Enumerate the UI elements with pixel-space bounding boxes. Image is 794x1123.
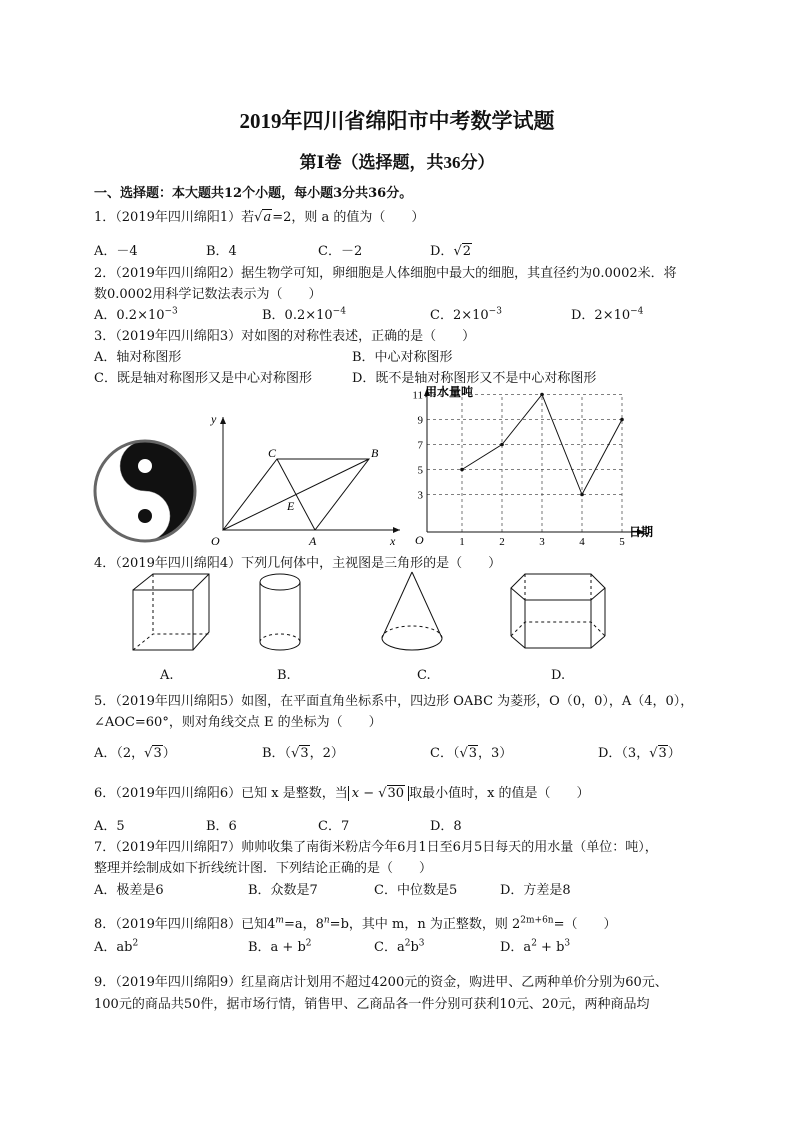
q7-option-a: A．极差是6 xyxy=(94,883,164,898)
q1-option-a: A．－4 xyxy=(94,244,138,259)
q6-absolute-value: x − √30 xyxy=(348,786,409,801)
q1-stem-a: 1．（2019年四川绵阳1）若 xyxy=(94,210,255,225)
q5-line-1: 5．（2019年四川绵阳5）如图，在平面直角坐标系中，四边形 OABC 为菱形，O（0，0），A（4，0）， xyxy=(94,694,694,709)
taiji-figure xyxy=(92,438,202,544)
q7-option-b: B．众数是7 xyxy=(248,883,318,898)
q8-option-d: D．$a^2 + b^3$ xyxy=(500,938,571,955)
q6-option-d: D．8 xyxy=(430,819,462,834)
chart-xtick-label: 2 xyxy=(499,536,505,548)
question-6: 6．（2019年四川绵阳6）已知 x 是整数，当 x − √30 取最小值时，x 的值是（ ） xyxy=(94,786,590,801)
y-axis-arrow xyxy=(220,417,226,424)
chart-ylabel: 用水量吨 xyxy=(425,385,474,399)
q3-option-b: B．中心对称图形 xyxy=(352,350,453,365)
chart-point xyxy=(540,393,544,397)
cylinder-figure xyxy=(250,570,310,660)
cylinder-top xyxy=(260,574,300,590)
chart-ytick-label: 9 xyxy=(417,414,423,427)
taiji-white-dot xyxy=(138,459,152,473)
water-usage-line-chart xyxy=(405,380,665,550)
cone-base-back xyxy=(382,626,442,638)
chart-ytick-label: 11 xyxy=(412,389,423,402)
chart-ytick-label: 5 xyxy=(417,464,423,477)
chart-ytick-label: 7 xyxy=(417,439,423,452)
q4-option-b: B. xyxy=(277,668,291,683)
q3-option-a: A．轴对称图形 xyxy=(94,350,182,365)
chart-xtick-label: 3 xyxy=(539,536,545,548)
q2-option-d: D．$2\times 10^{-4}$ xyxy=(571,306,644,323)
taiji-black-dot xyxy=(138,509,152,523)
chart-point xyxy=(580,493,584,497)
q5-option-c: C．（√3，3） xyxy=(430,746,513,761)
q7-option-c: C．中位数是5 xyxy=(374,883,458,898)
q4-stem: 4．（2019年四川绵阳4）下列几何体中，主视图是三角形的是（ ） xyxy=(94,556,502,571)
point-a: A xyxy=(309,534,317,548)
q5-option-d: D．（3，√3） xyxy=(598,746,681,761)
chart-point xyxy=(460,468,464,472)
cube-figure xyxy=(125,568,215,658)
q6-option-a: A．5 xyxy=(94,819,125,834)
chart-point xyxy=(620,418,624,422)
point-e: E xyxy=(287,499,295,513)
q1-radicand: a xyxy=(263,210,272,225)
q2-line-2: 数0.0002用科学记数法表示为（ ） xyxy=(94,287,322,302)
q8-option-b: B．$a + b^2$ xyxy=(248,938,312,955)
chart-origin: O xyxy=(415,533,424,547)
chart-ticks xyxy=(412,390,625,549)
q5-option-b: B．（√3，2） xyxy=(262,746,344,761)
cone-base-front xyxy=(382,638,442,650)
q2-option-c: C．$2\times 10^{-3}$ xyxy=(430,306,502,323)
q4-option-d: D. xyxy=(551,668,566,683)
chart-ytick-label: 3 xyxy=(417,489,423,502)
q4-option-a: A. xyxy=(160,668,174,683)
q5-line-2: ∠AOC=60°，则对角线交点 E 的坐标为（ ） xyxy=(94,715,382,730)
point-c: C xyxy=(268,446,277,460)
x-axis-arrow xyxy=(393,527,400,533)
q9-line-2: 100元的商品共50件，据市场行情，销售甲、乙商品各一件分别可获利10元、20元，两种商品均 xyxy=(94,997,650,1012)
x-label: x xyxy=(390,534,396,548)
chart-xtick-label: 5 xyxy=(619,536,625,548)
q9-line-1: 9．（2019年四川绵阳9）红星商店计划用不超过4200元的资金，购进甲、乙两种单价分别为60元、 xyxy=(94,975,668,990)
q1-option-b: B．4 xyxy=(206,244,237,259)
q2-option-a: A．$0.2\times 10^{-3}$ xyxy=(94,306,178,323)
page-title: 2019年四川省绵阳市中考数学试题 xyxy=(239,109,555,133)
q2-option-b: B．$0.2\times 10^{-4}$ xyxy=(262,306,346,323)
q6-option-b: B．6 xyxy=(206,819,237,834)
chart-point xyxy=(500,443,504,447)
point-b: B xyxy=(371,446,379,460)
q1-stem-b: =2，则 a 的值为（ ） xyxy=(272,210,425,225)
q3-option-c: C．既是轴对称图形又是中心对称图形 xyxy=(94,371,312,386)
q1-option-c: C．－2 xyxy=(318,244,363,259)
q5-option-a: A．（2，√3） xyxy=(94,746,176,761)
section-subtitle: 第Ⅰ卷（选择题，共36分） xyxy=(299,153,495,172)
q3-option-d: D．既不是轴对称图形又不是中心对称图形 xyxy=(352,371,597,386)
q3-stem: 3．（2019年四川绵阳3）对如图的对称性表述，正确的是（ ） xyxy=(94,329,476,344)
q1-option-d: D．√2 xyxy=(430,244,472,259)
point-o: O xyxy=(211,534,220,548)
q7-line-1: 7．（2019年四川绵阳7）帅帅收集了南街米粉店今年6月1日至6月5日每天的用水量（单位：吨）， xyxy=(94,840,658,855)
question-8: 8．（2019年四川绵阳8）已知$4^m=a$，$8^n=b$，其中 m，n 为正整数，则 $2^{2m+6n}=$（ ） xyxy=(94,915,617,932)
q7-line-2: 整理并绘制成如下折线统计图．下列结论正确的是（ ） xyxy=(94,861,433,876)
q8-option-a: A．$ab^2$ xyxy=(94,938,139,955)
cone-figure xyxy=(375,568,450,663)
y-label: y xyxy=(211,412,217,426)
section-heading: 一、选择题：本大题共12个小题，每小题3分共36分。 xyxy=(94,186,413,201)
chart-xtick-label: 4 xyxy=(579,536,585,548)
diagonal-ac xyxy=(277,459,315,530)
question-1: 1．（2019年四川绵阳1）若√a=2，则 a 的值为（ ） xyxy=(94,210,425,225)
q2-line-1: 2．（2019年四川绵阳2）据生物学可知，卵细胞是人体细胞中最大的细胞，其直径约为0.0002米．将 xyxy=(94,266,677,281)
q7-option-d: D．方差是8 xyxy=(500,883,571,898)
hexagonal-prism-figure xyxy=(505,570,615,660)
q8-option-c: C．$a^2b^3$ xyxy=(374,938,425,955)
q4-option-c: C. xyxy=(417,668,431,683)
chart-xtick-label: 1 xyxy=(459,536,465,548)
cube-hidden-edges xyxy=(133,634,209,650)
cube-top-edge xyxy=(193,574,209,590)
rhombus-figure xyxy=(205,405,410,550)
cube-front xyxy=(133,590,193,650)
cylinder-bottom-front xyxy=(260,642,300,650)
q6-option-c: C．7 xyxy=(318,819,350,834)
cylinder-bottom-back xyxy=(260,634,300,642)
chart-xlabel: 日期 xyxy=(629,525,654,539)
chart-grid xyxy=(427,395,622,533)
